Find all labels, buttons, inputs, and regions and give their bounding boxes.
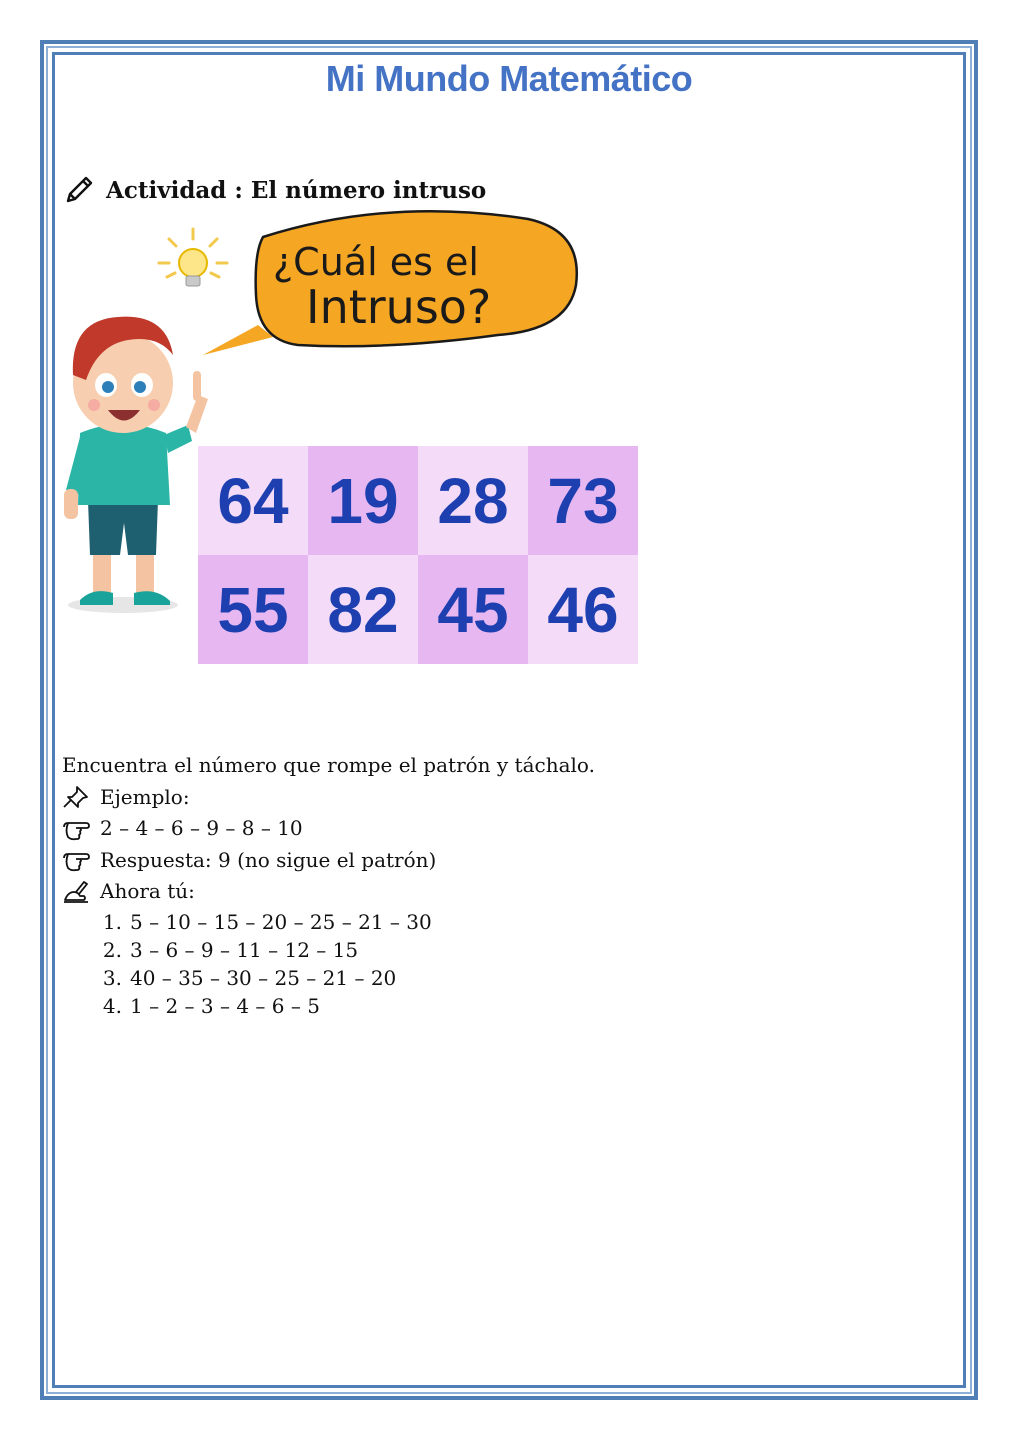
list-item: 2. 3 – 6 – 9 – 11 – 12 – 15 <box>102 937 359 962</box>
grid-cell: 28 <box>418 446 528 555</box>
grid-cell: 19 <box>308 446 418 555</box>
grid-cell: 45 <box>418 555 528 664</box>
exercise-label: Ahora tú: <box>100 879 195 903</box>
speech-text-line2: Intruso? <box>306 280 492 334</box>
pencil-icon <box>62 173 96 207</box>
example-answer-text: Respuesta: 9 (no sigue el patrón) <box>100 847 437 872</box>
number-grid <box>198 446 638 664</box>
grid-cell: 82 <box>308 555 418 664</box>
writing-hand-icon <box>62 880 92 904</box>
grid-cell: 46 <box>528 555 638 664</box>
activity-title: Actividad : El número intruso <box>106 176 487 204</box>
example-heading <box>62 782 595 814</box>
pointing-hand-icon <box>62 817 92 841</box>
exercise-text <box>62 750 595 1020</box>
speech-text-line1: ¿Cuál es el <box>273 240 479 284</box>
page-title: Mi Mundo Matemático <box>325 58 693 99</box>
instructions: Encuentra el número que rompe el patrón y táchalo. <box>62 753 595 777</box>
example-sequence-text: 2 – 4 – 6 – 9 – 8 – 10 <box>100 816 303 840</box>
example-answer <box>62 845 595 877</box>
grid-cell: 55 <box>198 555 308 664</box>
pushpin-icon <box>62 785 92 809</box>
pointing-hand-icon <box>62 848 92 872</box>
example-sequence <box>62 813 595 845</box>
exercise-heading <box>62 876 595 908</box>
list-item: 4. 1 – 2 – 3 – 4 – 6 – 5 <box>102 993 320 1018</box>
grid-cell: 64 <box>198 446 308 555</box>
boy-character <box>64 317 208 613</box>
list-item: 1. 5 – 10 – 15 – 20 – 25 – 21 – 30 <box>102 909 432 934</box>
lightbulb-icon <box>159 229 227 286</box>
list-item: 3. 40 – 35 – 30 – 25 – 21 – 20 <box>102 965 397 990</box>
exercise-list <box>62 908 595 1020</box>
example-label: Ejemplo: <box>100 784 190 809</box>
speech-bubble <box>203 211 577 355</box>
grid-cell: 73 <box>528 446 638 555</box>
activity-heading <box>62 170 486 210</box>
